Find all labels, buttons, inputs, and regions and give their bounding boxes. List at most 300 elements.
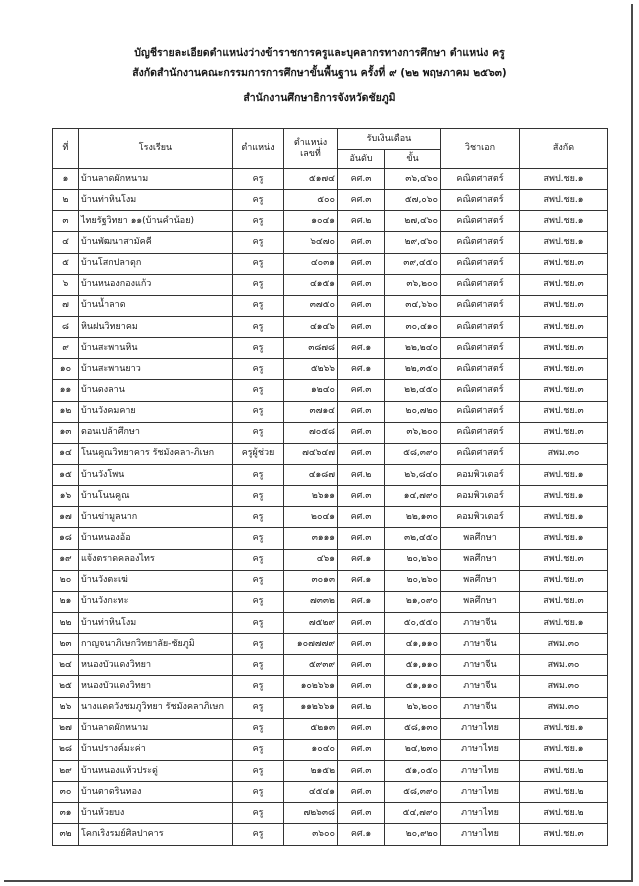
cell-rank: คศ.๓ <box>338 401 385 422</box>
cell-step: ๕๑,๑๑๐ <box>385 655 441 676</box>
cell-step: ๒๒,๑๓๐ <box>385 507 441 528</box>
cell-step: ๓๖,๒๐๐ <box>385 274 441 295</box>
cell-position-number: ๕๙๓๙ <box>284 655 338 676</box>
cell-affiliation: สพป.ชย.๓ <box>520 316 608 337</box>
cell-position: ครู <box>233 253 284 274</box>
cell-school: บ้านวังคมคาย <box>79 401 233 422</box>
table-row <box>53 760 608 781</box>
cell-affiliation: สพป.ชย.๑ <box>520 464 608 485</box>
cell-no: ๒๒ <box>53 612 79 633</box>
cell-major: ภาษาจีน <box>441 655 520 676</box>
table-row <box>53 486 608 507</box>
cell-school: บ้านพัฒนาสามัคคี <box>79 232 233 253</box>
header-salary: รับเงินเดือน <box>338 129 441 150</box>
cell-position: ครู <box>233 232 284 253</box>
cell-position-number: ๗๒๖๓๘ <box>284 803 338 824</box>
cell-school: โนนคูณวิทยาคาร รัชมังคลา-ภิเษก <box>79 443 233 464</box>
table-row <box>53 380 608 401</box>
cell-position: ครู <box>233 634 284 655</box>
cell-rank: คศ.๑ <box>338 824 385 845</box>
cell-rank: คศ.๓ <box>338 422 385 443</box>
cell-affiliation: สพป.ชย.๑ <box>520 739 608 760</box>
cell-rank: คศ.๓ <box>338 718 385 739</box>
table-row <box>53 359 608 380</box>
cell-rank: คศ.๑ <box>338 570 385 591</box>
cell-rank: คศ.๒ <box>338 464 385 485</box>
table-row <box>53 634 608 655</box>
cell-major: คอมพิวเตอร์ <box>441 464 520 485</box>
cell-no: ๕ <box>53 253 79 274</box>
cell-position: ครูผู้ช่วย <box>233 443 284 464</box>
cell-rank: คศ.๓ <box>338 274 385 295</box>
cell-position-number: ๓๖๐๐ <box>284 824 338 845</box>
cell-affiliation: สพป.ชย.๒ <box>520 803 608 824</box>
cell-rank: คศ.๓ <box>338 507 385 528</box>
cell-no: ๑๐ <box>53 359 79 380</box>
table-row <box>53 295 608 316</box>
cell-affiliation: สพป.ชย.๑ <box>520 190 608 211</box>
table-row <box>53 612 608 633</box>
cell-major: ภาษาไทย <box>441 824 520 845</box>
cell-school: บ้านสะพานหิน <box>79 338 233 359</box>
cell-rank: คศ.๓ <box>338 380 385 401</box>
table-row <box>53 232 608 253</box>
header-position: ตำแหน่ง <box>233 129 284 169</box>
cell-position-number: ๔๐๓๑ <box>284 253 338 274</box>
cell-position: ครู <box>233 338 284 359</box>
table-row <box>53 739 608 760</box>
cell-position: ครู <box>233 169 284 190</box>
cell-step: ๒๐,๗๒๐ <box>385 401 441 422</box>
cell-affiliation: สพป.ชย.๓ <box>520 380 608 401</box>
header-rank: อันดับ <box>338 150 385 169</box>
cell-position-number: ๗๕๒๙ <box>284 612 338 633</box>
cell-position-number: ๑๐๗๗๗๙ <box>284 634 338 655</box>
cell-no: ๒๓ <box>53 634 79 655</box>
cell-step: ๒๗,๔๖๐ <box>385 211 441 232</box>
cell-no: ๑๙ <box>53 549 79 570</box>
cell-step: ๓๖,๒๐๐ <box>385 422 441 443</box>
cell-rank: คศ.๒ <box>338 697 385 718</box>
table-row <box>53 528 608 549</box>
cell-affiliation: สพม.๓๐ <box>520 697 608 718</box>
cell-step: ๕๘,๓๙๐ <box>385 782 441 803</box>
cell-position-number: ๗๐๕๘ <box>284 422 338 443</box>
cell-position: ครู <box>233 760 284 781</box>
table-row <box>53 549 608 570</box>
cell-rank: คศ.๓ <box>338 612 385 633</box>
cell-step: ๓๖,๔๖๐ <box>385 169 441 190</box>
cell-major: ภาษาไทย <box>441 782 520 803</box>
cell-school: บ้านโสกปลาดุก <box>79 253 233 274</box>
cell-major: ภาษาจีน <box>441 676 520 697</box>
cell-school: บ้านท่าหินโงม <box>79 612 233 633</box>
cell-major: พลศึกษา <box>441 591 520 612</box>
cell-school: บ้านตาดรินทอง <box>79 782 233 803</box>
table-row <box>53 591 608 612</box>
cell-no: ๒๘ <box>53 739 79 760</box>
table-row <box>53 803 608 824</box>
cell-rank: คศ.๓ <box>338 253 385 274</box>
cell-no: ๓๑ <box>53 803 79 824</box>
cell-step: ๕๑,๐๕๐ <box>385 760 441 781</box>
cell-school: นางแดดวังชมภูวิทยา รัชมังคลาภิเษก <box>79 697 233 718</box>
cell-no: ๒๔ <box>53 655 79 676</box>
cell-position-number: ๓๗๕๐ <box>284 295 338 316</box>
cell-school: บ้านสะพานยาว <box>79 359 233 380</box>
cell-affiliation: สพป.ชย.๑ <box>520 528 608 549</box>
cell-rank: คศ.๓ <box>338 528 385 549</box>
table-row <box>53 338 608 359</box>
cell-position-number: ๕๐๐ <box>284 190 338 211</box>
vacancy-table <box>52 128 608 846</box>
cell-rank: คศ.๓ <box>338 676 385 697</box>
cell-position-number: ๑๒๔๐ <box>284 380 338 401</box>
header-position-number: ตำแหน่ง เลขที่ <box>284 129 338 169</box>
cell-no: ๒๕ <box>53 676 79 697</box>
table-row <box>53 718 608 739</box>
cell-rank: คศ.๓ <box>338 760 385 781</box>
cell-no: ๒๐ <box>53 570 79 591</box>
cell-position: ครู <box>233 549 284 570</box>
cell-affiliation: สพป.ชย.๒ <box>520 760 608 781</box>
cell-affiliation: สพป.ชย.๑ <box>520 169 608 190</box>
cell-rank: คศ.๓ <box>338 232 385 253</box>
cell-position-number: ๓๘๗๘ <box>284 338 338 359</box>
cell-step: ๓๙,๔๕๐ <box>385 253 441 274</box>
table-row <box>53 782 608 803</box>
cell-school: บ้านห้วยบง <box>79 803 233 824</box>
cell-position-number: ๔๑๕๑ <box>284 274 338 295</box>
cell-no: ๒๗ <box>53 718 79 739</box>
cell-major: คณิตศาสตร์ <box>441 380 520 401</box>
cell-rank: คศ.๓ <box>338 634 385 655</box>
cell-school: บ้านดงลาน <box>79 380 233 401</box>
cell-major: คณิตศาสตร์ <box>441 211 520 232</box>
cell-no: ๑๒ <box>53 401 79 422</box>
cell-school: หนองบัวแดงวิทยา <box>79 676 233 697</box>
cell-step: ๒๐,๙๒๐ <box>385 824 441 845</box>
cell-position: ครู <box>233 528 284 549</box>
cell-major: คณิตศาสตร์ <box>441 401 520 422</box>
cell-position: ครู <box>233 697 284 718</box>
cell-rank: คศ.๑ <box>338 591 385 612</box>
cell-affiliation: สพป.ชย.๑ <box>520 507 608 528</box>
cell-position: ครู <box>233 824 284 845</box>
cell-school: ไทยรัฐวิทยา ๑๑(บ้านคำน้อย) <box>79 211 233 232</box>
cell-school: บ้านข่ามูลนาก <box>79 507 233 528</box>
table-row <box>53 190 608 211</box>
cell-rank: คศ.๓ <box>338 190 385 211</box>
cell-position: ครู <box>233 190 284 211</box>
cell-affiliation: สพป.ชย.๓ <box>520 359 608 380</box>
cell-major: คณิตศาสตร์ <box>441 422 520 443</box>
cell-step: ๔๑,๑๑๐ <box>385 634 441 655</box>
cell-affiliation: สพม.๓๐ <box>520 443 608 464</box>
table-row <box>53 401 608 422</box>
cell-affiliation: สพม.๓๐ <box>520 676 608 697</box>
cell-affiliation: สพป.ชย.๓ <box>520 295 608 316</box>
cell-major: ภาษาไทย <box>441 739 520 760</box>
cell-rank: คศ.๓ <box>338 655 385 676</box>
cell-step: ๒๒,๒๔๐ <box>385 338 441 359</box>
cell-step: ๒๙,๔๖๐ <box>385 232 441 253</box>
cell-school: กาญจนาภิเษกวิทยาลัย-ชัยภูมิ <box>79 634 233 655</box>
cell-no: ๑๕ <box>53 464 79 485</box>
cell-major: คณิตศาสตร์ <box>441 169 520 190</box>
cell-no: ๗ <box>53 295 79 316</box>
cell-step: ๓๐,๔๑๐ <box>385 316 441 337</box>
cell-position-number: ๔๕๔๑ <box>284 782 338 803</box>
cell-step: ๒๐,๒๖๐ <box>385 549 441 570</box>
cell-major: ภาษาไทย <box>441 760 520 781</box>
cell-position-number: ๗๔๖๔๗ <box>284 443 338 464</box>
cell-major: ภาษาจีน <box>441 612 520 633</box>
cell-position: ครู <box>233 782 284 803</box>
cell-major: คณิตศาสตร์ <box>441 359 520 380</box>
cell-no: ๑๗ <box>53 507 79 528</box>
cell-major: พลศึกษา <box>441 570 520 591</box>
cell-rank: คศ.๓ <box>338 295 385 316</box>
cell-position: ครู <box>233 359 284 380</box>
cell-position-number: ๑๐๔๑ <box>284 211 338 232</box>
table-row <box>53 697 608 718</box>
cell-position-number: ๗๓๓๒ <box>284 591 338 612</box>
cell-affiliation: สพป.ชย.๓ <box>520 570 608 591</box>
cell-major: พลศึกษา <box>441 549 520 570</box>
cell-rank: คศ.๓ <box>338 316 385 337</box>
cell-position: ครู <box>233 718 284 739</box>
cell-affiliation: สพป.ชย.๑ <box>520 612 608 633</box>
table-row <box>53 316 608 337</box>
cell-school: บ้านน้ำลาด <box>79 295 233 316</box>
cell-school: หนองบัวแดงวิทยา <box>79 655 233 676</box>
table-body <box>53 169 608 846</box>
cell-rank: คศ.๓ <box>338 739 385 760</box>
cell-step: ๒๒,๔๕๐ <box>385 380 441 401</box>
cell-major: ภาษาไทย <box>441 718 520 739</box>
cell-no: ๙ <box>53 338 79 359</box>
table-row <box>53 676 608 697</box>
cell-school: บ้านวังกะทะ <box>79 591 233 612</box>
cell-no: ๑๔ <box>53 443 79 464</box>
table-row <box>53 422 608 443</box>
cell-position: ครู <box>233 803 284 824</box>
cell-school: โคกเริงรมย์ศิลปาคาร <box>79 824 233 845</box>
cell-position-number: ๓๑๑๑ <box>284 528 338 549</box>
cell-step: ๒๐,๒๖๐ <box>385 570 441 591</box>
cell-school: บ้านหนองกองแก้ว <box>79 274 233 295</box>
cell-affiliation: สพป.ชย.๓ <box>520 549 608 570</box>
cell-rank: คศ.๑ <box>338 338 385 359</box>
document-office: สำนักงานศึกษาธิการจังหวัดชัยภูมิ <box>243 92 396 104</box>
cell-rank: คศ.๓ <box>338 443 385 464</box>
cell-step: ๓๒,๔๕๐ <box>385 528 441 549</box>
cell-no: ๒ <box>53 190 79 211</box>
cell-position-number: ๒๑๕๒ <box>284 760 338 781</box>
cell-position-number: ๑๑๒๖๖๑ <box>284 697 338 718</box>
cell-position-number: ๔๑๘๗ <box>284 464 338 485</box>
cell-rank: คศ.๓ <box>338 486 385 507</box>
cell-step: ๒๔,๒๓๐ <box>385 739 441 760</box>
header-major: วิชาเอก <box>441 129 520 169</box>
header-school: โรงเรียน <box>79 129 233 169</box>
cell-no: ๒๖ <box>53 697 79 718</box>
cell-affiliation: สพป.ชย.๓ <box>520 274 608 295</box>
cell-affiliation: สพป.ชย.๑ <box>520 232 608 253</box>
cell-no: ๒๙ <box>53 760 79 781</box>
cell-major: คณิตศาสตร์ <box>441 295 520 316</box>
cell-major: พลศึกษา <box>441 528 520 549</box>
cell-step: ๒๑,๐๙๐ <box>385 591 441 612</box>
cell-school: ดอนเปล้าศึกษา <box>79 422 233 443</box>
table-row <box>53 570 608 591</box>
cell-affiliation: สพป.ชย.๑ <box>520 211 608 232</box>
cell-major: คณิตศาสตร์ <box>441 232 520 253</box>
table-row <box>53 655 608 676</box>
cell-position-number: ๑๐๔๐ <box>284 739 338 760</box>
cell-position: ครู <box>233 739 284 760</box>
cell-position: ครู <box>233 570 284 591</box>
cell-no: ๔ <box>53 232 79 253</box>
cell-step: ๑๔,๗๙๐ <box>385 486 441 507</box>
cell-major: คณิตศาสตร์ <box>441 443 520 464</box>
table-row <box>53 211 608 232</box>
cell-position-number: ๕๒๑๓ <box>284 718 338 739</box>
table-row <box>53 824 608 845</box>
table-header <box>53 129 608 169</box>
cell-no: ๘ <box>53 316 79 337</box>
table-row <box>53 507 608 528</box>
cell-step: ๕๘,๓๙๐ <box>385 443 441 464</box>
cell-position-number: ๕๑๗๔ <box>284 169 338 190</box>
cell-no: ๓ <box>53 211 79 232</box>
table-row <box>53 253 608 274</box>
cell-major: ภาษาจีน <box>441 697 520 718</box>
cell-major: คณิตศาสตร์ <box>441 253 520 274</box>
cell-step: ๕๔,๗๙๐ <box>385 803 441 824</box>
cell-school: บ้านปรางค์มะค่า <box>79 739 233 760</box>
cell-major: คณิตศาสตร์ <box>441 316 520 337</box>
cell-step: ๒๖,๒๐๐ <box>385 697 441 718</box>
cell-position-number: ๑๐๒๖๖๑ <box>284 676 338 697</box>
cell-affiliation: สพม.๓๐ <box>520 634 608 655</box>
cell-school: หินฝนวิทยาคม <box>79 316 233 337</box>
cell-affiliation: สพป.ชย.๓ <box>520 824 608 845</box>
cell-affiliation: สพป.ชย.๒ <box>520 782 608 803</box>
table-row <box>53 169 608 190</box>
cell-no: ๑ <box>53 169 79 190</box>
cell-position: ครู <box>233 401 284 422</box>
cell-school: บ้านวังโพน <box>79 464 233 485</box>
cell-position-number: ๖๔๗๐ <box>284 232 338 253</box>
cell-position: ครู <box>233 422 284 443</box>
header-affiliation: สังกัด <box>520 129 608 169</box>
cell-position-number: ๓๐๑๓ <box>284 570 338 591</box>
cell-position: ครู <box>233 612 284 633</box>
cell-affiliation: สพป.ชย.๓ <box>520 591 608 612</box>
cell-no: ๒๑ <box>53 591 79 612</box>
cell-affiliation: สพป.ชย.๓ <box>520 401 608 422</box>
cell-step: ๕๑,๑๑๐ <box>385 676 441 697</box>
cell-position-number: ๔๑๔๖ <box>284 316 338 337</box>
cell-affiliation: สพป.ชย.๓ <box>520 338 608 359</box>
cell-major: ภาษาจีน <box>441 634 520 655</box>
cell-school: บ้านลาดผักหนาม <box>79 169 233 190</box>
cell-school: บ้านหนองอ้อ <box>79 528 233 549</box>
cell-no: ๑๑ <box>53 380 79 401</box>
header-no: ที่ <box>53 129 79 169</box>
cell-affiliation: สพป.ชย.๓ <box>520 422 608 443</box>
document-subtitle: สังกัดสำนักงานคณะกรรมการการศึกษาขั้นพื้นฐาน ครั้งที่ ๙ (๒๒ พฤษภาคม ๒๕๖๓) <box>132 67 507 79</box>
cell-position-number: ๒๐๔๑ <box>284 507 338 528</box>
header-step: ขั้น <box>385 150 441 169</box>
cell-step: ๕๐,๕๕๐ <box>385 612 441 633</box>
cell-major: ภาษาไทย <box>441 803 520 824</box>
cell-affiliation: สพป.ชย.๑ <box>520 718 608 739</box>
cell-no: ๓๐ <box>53 782 79 803</box>
cell-position: ครู <box>233 274 284 295</box>
cell-position: ครู <box>233 316 284 337</box>
cell-major: คณิตศาสตร์ <box>441 190 520 211</box>
cell-step: ๕๘,๑๓๐ <box>385 718 441 739</box>
cell-no: ๑๘ <box>53 528 79 549</box>
cell-rank: คศ.๓ <box>338 169 385 190</box>
document-title: บัญชีรายละเอียดตำแหน่งว่างข้าราชการครูและบุคลากรทางการศึกษา ตำแหน่ง ครู <box>134 47 505 59</box>
cell-step: ๒๖,๘๔๐ <box>385 464 441 485</box>
cell-rank: คศ.๑ <box>338 359 385 380</box>
cell-position-number: ๓๗๑๔ <box>284 401 338 422</box>
cell-step: ๓๔,๖๖๐ <box>385 295 441 316</box>
cell-position-number: ๕๒๖๖ <box>284 359 338 380</box>
cell-step: ๕๗,๐๖๐ <box>385 190 441 211</box>
cell-major: คณิตศาสตร์ <box>441 274 520 295</box>
table-row <box>53 443 608 464</box>
cell-school: บ้านโนนคูณ <box>79 486 233 507</box>
cell-affiliation: สพป.ชย.๑ <box>520 486 608 507</box>
cell-school: บ้านท่าหินโงม <box>79 190 233 211</box>
cell-position-number: ๔๖๑ <box>284 549 338 570</box>
cell-position: ครู <box>233 591 284 612</box>
cell-no: ๖ <box>53 274 79 295</box>
cell-position: ครู <box>233 380 284 401</box>
cell-major: คอมพิวเตอร์ <box>441 486 520 507</box>
cell-position: ครู <box>233 486 284 507</box>
cell-position-number: ๒๖๑๑ <box>284 486 338 507</box>
cell-rank: คศ.๑ <box>338 549 385 570</box>
cell-rank: คศ.๓ <box>338 803 385 824</box>
cell-step: ๒๒,๓๕๐ <box>385 359 441 380</box>
cell-school: บ้านหนองแห้วประดู่ <box>79 760 233 781</box>
cell-position: ครู <box>233 676 284 697</box>
cell-school: แจ้งตราดคลองไทร <box>79 549 233 570</box>
cell-affiliation: สพป.ชย.๓ <box>520 253 608 274</box>
cell-position: ครู <box>233 655 284 676</box>
cell-school: บ้านลาดผักหนาม <box>79 718 233 739</box>
cell-major: คณิตศาสตร์ <box>441 338 520 359</box>
cell-no: ๑๖ <box>53 486 79 507</box>
cell-position: ครู <box>233 507 284 528</box>
cell-rank: คศ.๒ <box>338 211 385 232</box>
cell-position: ครู <box>233 464 284 485</box>
cell-no: ๑๓ <box>53 422 79 443</box>
cell-no: ๓๒ <box>53 824 79 845</box>
cell-major: คอมพิวเตอร์ <box>441 507 520 528</box>
cell-affiliation: สพม.๓๐ <box>520 655 608 676</box>
table-row <box>53 464 608 485</box>
cell-school: บ้านวังตะเฆ่ <box>79 570 233 591</box>
cell-rank: คศ.๓ <box>338 782 385 803</box>
